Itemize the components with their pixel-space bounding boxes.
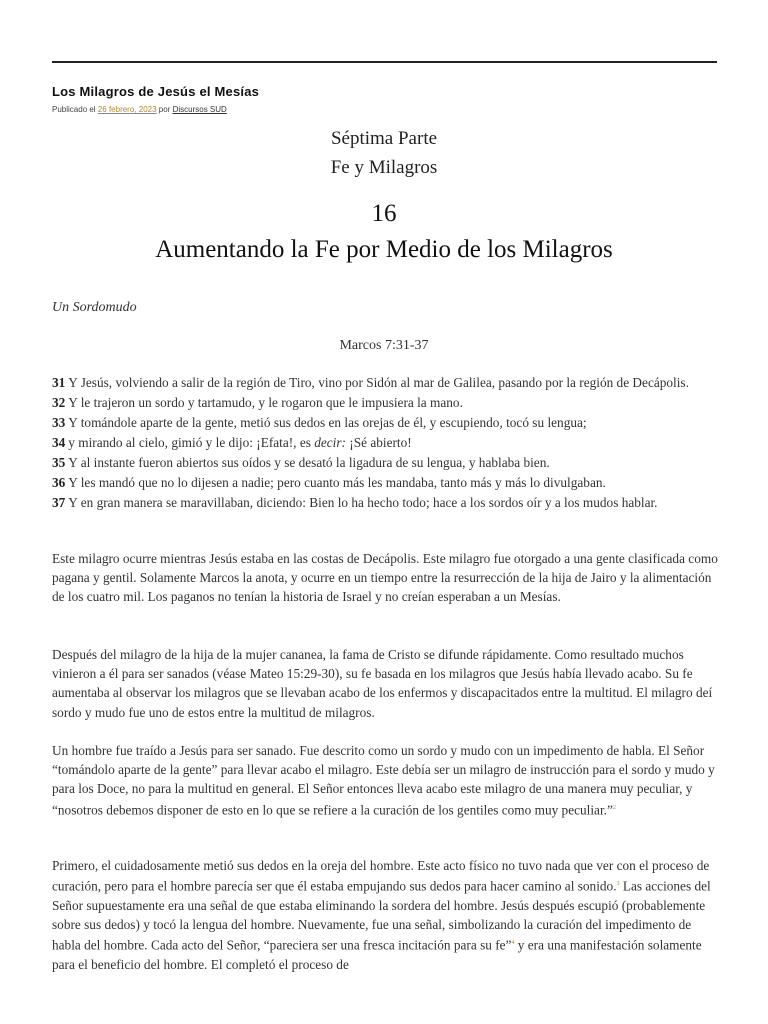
footnote-marker[interactable]: 3 — [616, 881, 620, 888]
verse-33 — [52, 413, 722, 433]
scripture-reference: Marcos 7:31-37 — [339, 338, 429, 353]
paragraph-4-text: Las acciones del Señor supuestamente era una señal de que estaba eliminando la sordera del hombre. Jesús después escupió (probablemente sobre sus dedos) y tocó la lengua del hombre. Nuevamente, fue una señal, simbolizando la curación del impedimento de habla del hombre. Cada acto del Señor, “pareciera ser una fresca incitación para su fe” — [52, 878, 711, 953]
verse-text: Y en gran manera se maravillaban, diciendo: Bien lo ha hecho todo; hace a los sordos oír y a los mudos hablar. — [68, 495, 658, 510]
chapter-number: 16 — [371, 200, 397, 227]
date-link[interactable]: 26 febrero, 2023 — [97, 105, 157, 114]
verse-35 — [52, 453, 722, 473]
verse-number: 33 — [52, 415, 66, 430]
paragraph-1: Este milagro ocurre mientras Jesús estaba en las costas de Decápolis. Este milagro fue otorgado a una gente clasificada como pagana y gentil. Solamente Marcos la anota, y ocurre en un tiempo entre la resurrección de la hija de Jairo y la alimentación de los cuatro mil. Los paganos no tenían la historia de Israel y no creían esperaban a un Mesías. — [52, 551, 718, 605]
verse-32 — [52, 393, 722, 413]
verse-list — [52, 373, 722, 513]
paragraph-4-text: y era una manifestación solamente para el beneficio del hombre. El completó el proceso de — [52, 937, 702, 972]
verse-number: 36 — [52, 475, 66, 490]
chapter-title: Aumentando la Fe por Medio de los Milagros — [155, 236, 613, 263]
verse-text: Y tomándole aparte de la gente, metió sus dedos en las orejas de él, y escupiendo, tocó su lengua; — [68, 415, 587, 430]
verse-text: ¡Sé abierto! — [345, 435, 412, 450]
section-subhead: Un Sordomudo — [52, 300, 137, 315]
part-line-1: Séptima Parte — [330, 128, 438, 149]
blog-title[interactable]: Los Milagros de Jesús el Mesías — [52, 84, 260, 99]
verse-text: Y Jesús, volviendo a salir de la región de Tiro, vino por Sidón al mar de Galilea, pasando por la región de Decápolis. — [68, 375, 689, 390]
verse-number: 37 — [52, 495, 66, 510]
verse-37 — [52, 493, 722, 513]
verse-34 — [52, 433, 722, 453]
paragraph-3-text: Un hombre fue traído a Jesús para ser sanado. Fue descrito como un sordo y mudo con un impedimento de habla. El Señor “tomándolo aparte de la gente” para llevar acabo el milagro. Este debía ser un milagro de instrucción para el sordo y mudo y para los Doce, no para la multitud en general. El Señor entonces lleva acabo este milagro de una manera muy peculiar, y “nosotros debemos disponer de esto en lo que se refiere a la curación de los gentiles como muy peculiar.” — [52, 743, 715, 818]
published-prefix: Publicado el — [52, 105, 96, 114]
footnote-marker[interactable]: 4 — [511, 940, 515, 947]
verse-text: Y al instante fueron abiertos sus oídos y se desató la ligadura de su lengua, y hablaba bien. — [68, 455, 550, 470]
verse-31 — [52, 373, 722, 393]
verse-number: 35 — [52, 455, 66, 470]
verse-number: 32 — [52, 395, 66, 410]
verse-number: 34 — [52, 435, 66, 450]
verse-text: Y les mandó que no lo dijesen a nadie; pero cuanto más les mandaba, tanto más y más lo divulgaban. — [68, 475, 606, 490]
verse-emphasis: decir: — [314, 435, 346, 450]
verse-text: Y le trajeron un sordo y tartamudo, y le rogaron que le impusiera la mano. — [68, 395, 463, 410]
paragraph-4 — [52, 856, 722, 974]
by-label: por — [158, 105, 171, 114]
paragraph-2: Después del milagro de la hija de la mujer cananea, la fama de Cristo se difunde rápidamente. Como resultado muchos vinieron a él para ser sanados (véase Mateo 15:29-30), su fe basada en los milagros que Jesús había llevado acabo. Su fe aumentaba al observar los milagros que se llevaban acabo de los enfermos y discapacitados entre la multitud. El milagro deí sordo y mudo fue uno de estos entre la multitud de milagros. — [52, 647, 713, 720]
paragraph-3 — [52, 741, 722, 819]
part-line-2: Fe y Milagros — [330, 157, 438, 178]
footnote-marker[interactable]: 2 — [612, 804, 616, 811]
verse-36 — [52, 473, 722, 493]
verse-number: 31 — [52, 375, 66, 390]
top-rule — [52, 61, 717, 63]
verse-text: y mirando al cielo, gimió y le dijo: ¡Efata!, es — [68, 435, 315, 450]
author-link[interactable]: Discursos SUD — [172, 105, 227, 114]
post-meta — [52, 105, 227, 114]
paragraph-4-text: Primero, el cuidadosamente metió sus dedos en la oreja del hombre. Este acto físico no tuvo nada que ver con el proceso de curación, pero para el hombre parecía ser que él estaba empujando sus dedos para hacer camino al sonido. — [52, 858, 710, 894]
